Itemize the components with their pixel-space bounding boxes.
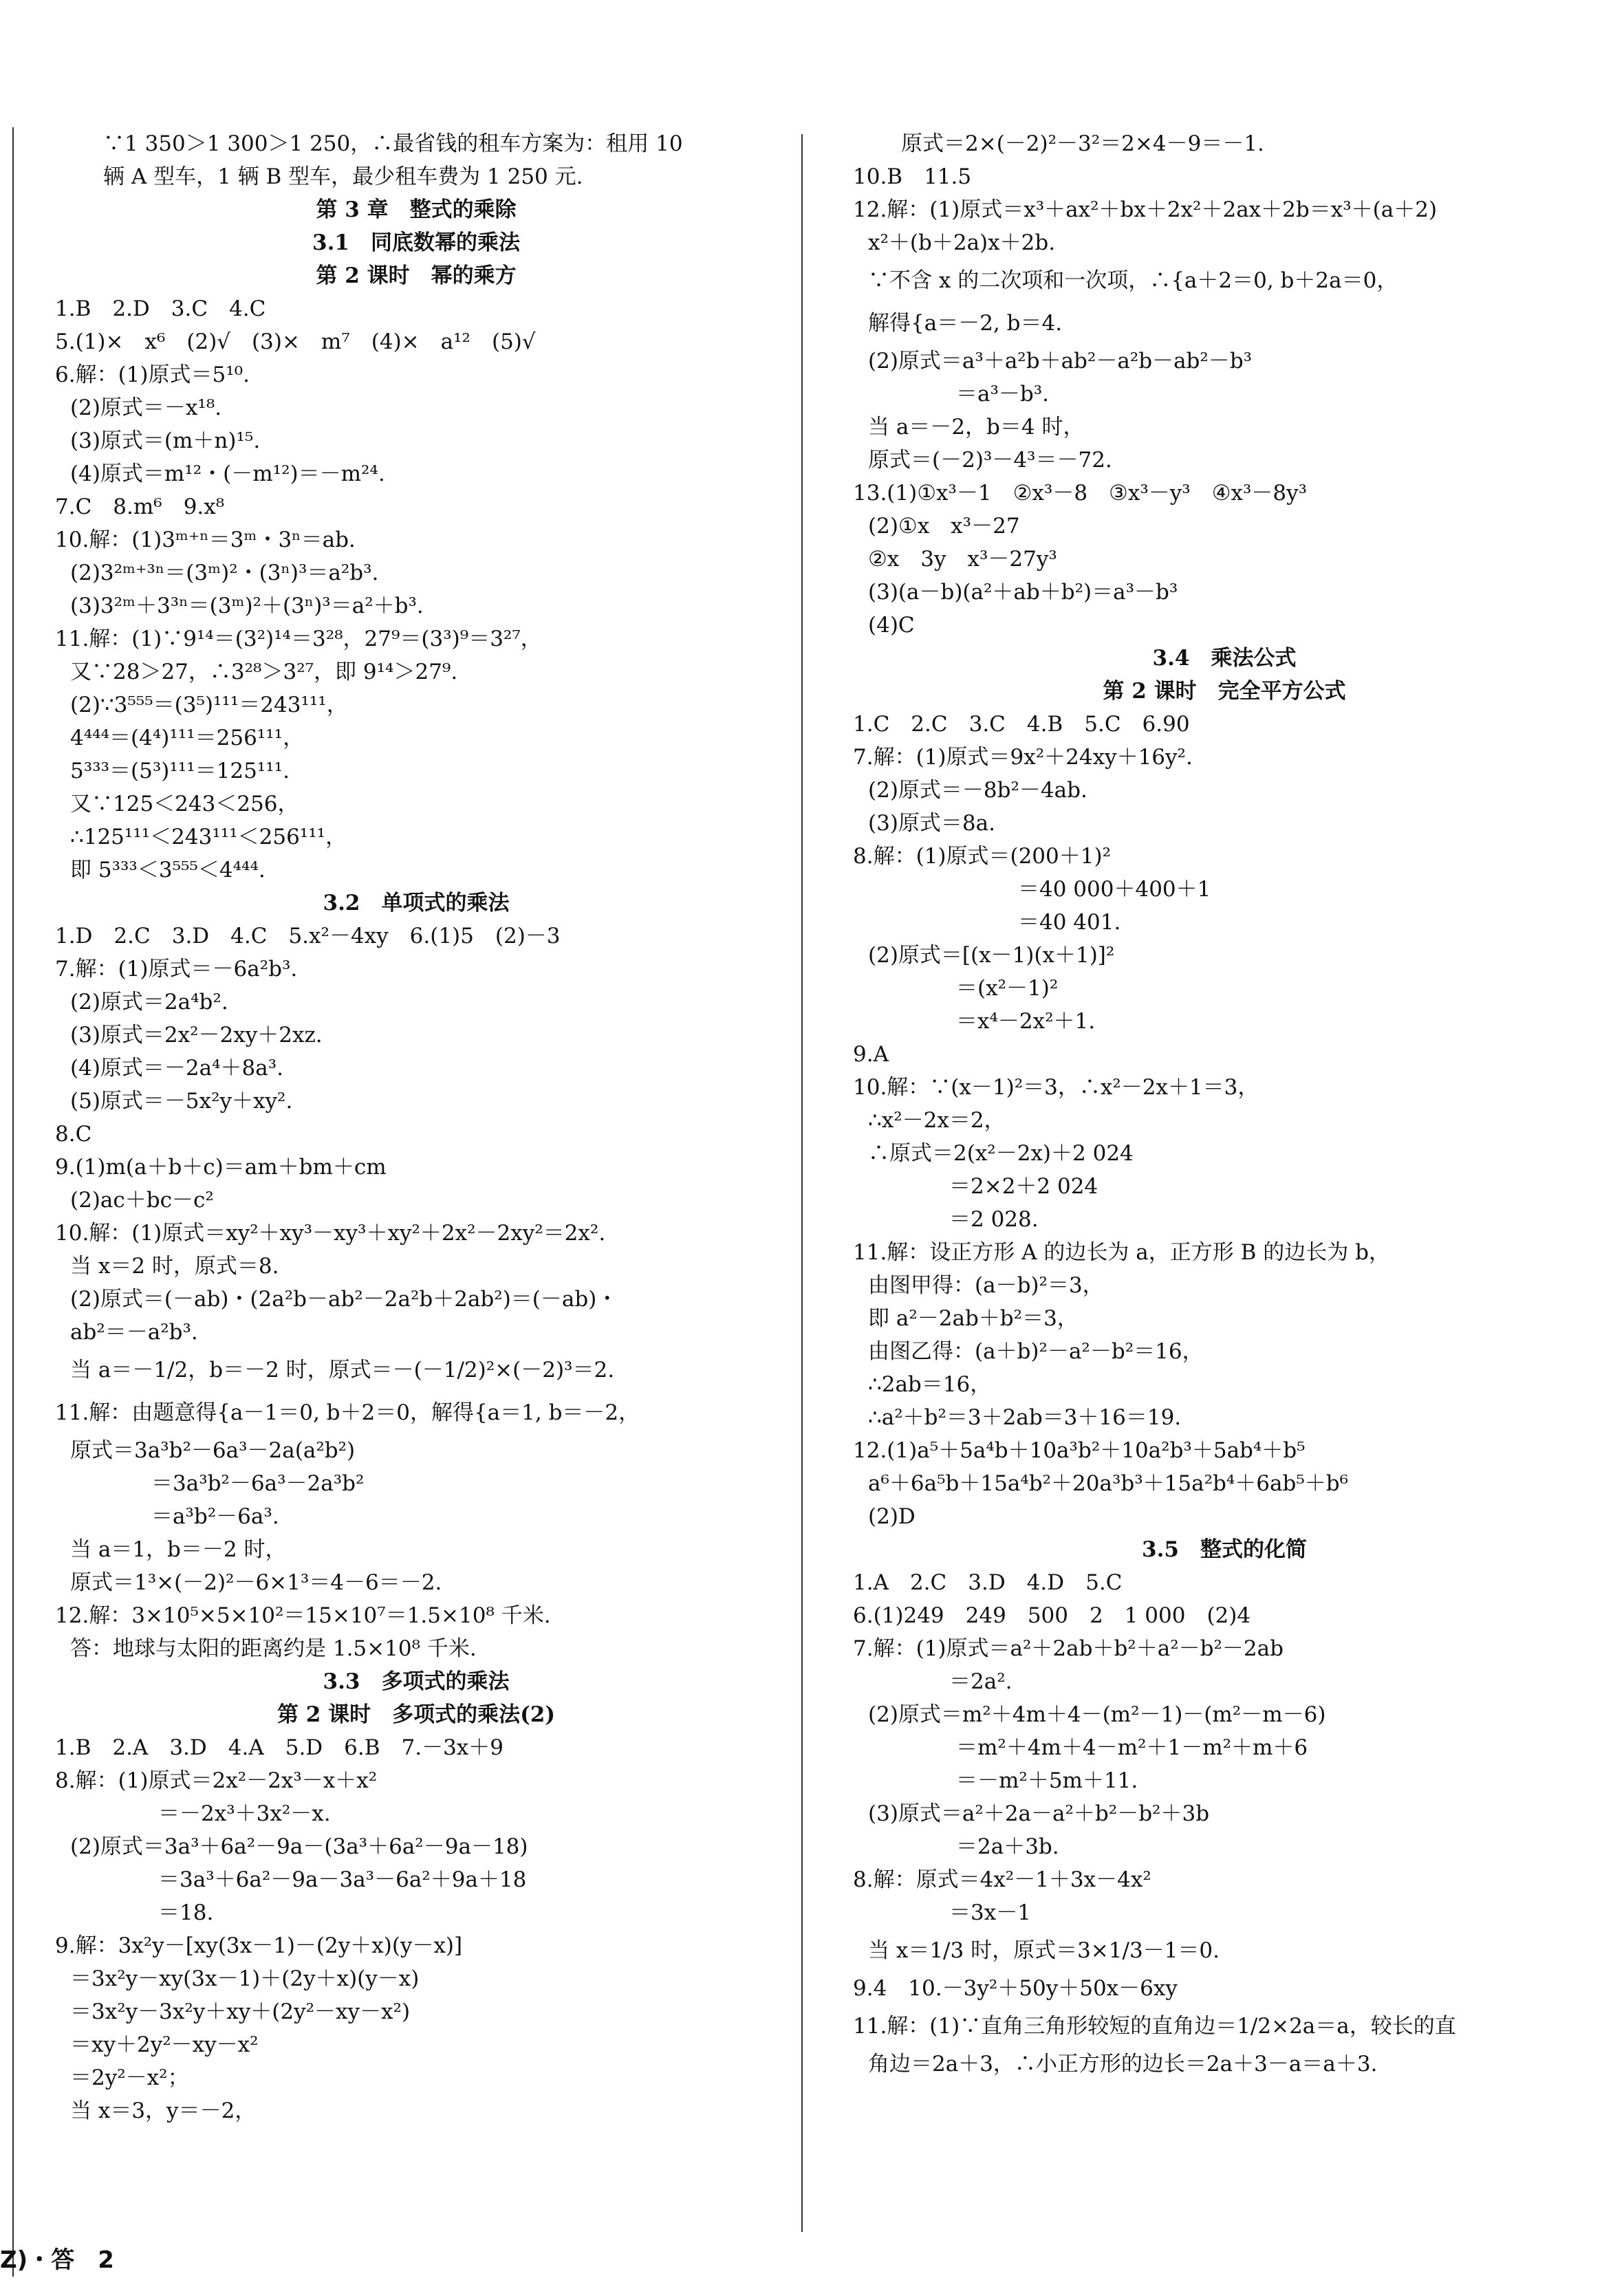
answer-line: ②x 3y x³－27y³ — [868, 547, 1057, 572]
answer-line: 1.A 2.C 3.D 4.D 5.C — [853, 1570, 1123, 1595]
answer-line: (4)原式＝m¹²・(－m¹²)＝－m²⁴. — [70, 462, 385, 486]
answer-line: 6.解：(1)原式＝5¹⁰. — [55, 362, 250, 387]
answer-line: (3)原式＝(m＋n)¹⁵. — [70, 428, 261, 453]
answer-line: 当 x＝1/3 时，原式＝3×1/3－1＝0. — [868, 1938, 1220, 1963]
answer-line: 4⁴⁴⁴＝(4⁴)¹¹¹＝256¹¹¹， — [70, 726, 305, 750]
answer-line: 7.C 8.m⁶ 9.x⁸ — [55, 495, 225, 519]
answer-line: ＝18. — [158, 1900, 214, 1925]
section-heading: 第 2 课时 多项式的乘法(2) — [277, 1702, 556, 1727]
answer-line: a⁶＋6a⁵b＋15a⁴b²＋20a³b³＋15a²b⁴＋6ab⁵＋b⁶ — [868, 1471, 1349, 1496]
answer-line: 5³³³＝(5³)¹¹¹＝125¹¹¹. — [70, 759, 290, 783]
answer-line: (2)①x x³－27 — [868, 514, 1020, 539]
answer-line: ＝a³b²－6a³. — [151, 1504, 279, 1529]
answer-line: ∴x²－2x＝2， — [868, 1108, 1006, 1133]
left-column — [55, 127, 777, 2127]
answer-line: ＝2×2＋2 024 — [949, 1174, 1098, 1199]
answer-line: ＝2 028. — [949, 1207, 1039, 1232]
answer-line: (2)原式＝m²＋4m＋4－(m²－1)－(m²－m－6) — [868, 1702, 1326, 1727]
answer-line: 1.B 2.A 3.D 4.A 5.D 6.B 7.－3x＋9 — [55, 1735, 504, 1760]
answer-line: 角边＝2a＋3，∴小正方形的边长＝2a＋3－a＝a＋3. — [868, 2052, 1378, 2076]
answer-line: ＝3x²y－3x²y＋xy＋(2y²－xy－x²) — [70, 1999, 411, 2024]
answer-line: ＝3x－1 — [949, 1900, 1031, 1925]
answer-line: 又∵125＜243＜256， — [70, 792, 299, 816]
answer-line: 12.解：(1)原式＝x³＋ax²＋bx＋2x²＋2ax＋2b＝x³＋(a＋2) — [853, 197, 1438, 222]
answer-line: (2)原式＝－8b²－4ab. — [868, 778, 1087, 803]
answer-line: 原式＝(－2)³－4³＝－72. — [868, 448, 1112, 473]
answer-line: (2)原式＝[(x－1)(x＋1)]² — [868, 943, 1115, 968]
answer-line: ∴125¹¹¹＜243¹¹¹＜256¹¹¹， — [70, 825, 347, 849]
answer-line: 5.(1)× x⁶ (2)√ (3)× m⁷ (4)× a¹² (5)√ — [55, 329, 536, 354]
answer-line: ∴2ab＝16， — [868, 1372, 992, 1397]
answer-line: (5)原式＝－5x²y＋xy². — [70, 1089, 293, 1114]
section-heading: 第 2 课时 幂的乘方 — [316, 263, 517, 288]
answer-line: ＝2a². — [949, 1669, 1013, 1694]
answer-line: (3)原式＝2x²－2xy＋2xz. — [70, 1023, 323, 1048]
answer-line: 10.解：(1)原式＝xy²＋xy³－xy³＋xy²＋2x²－2xy²＝2x². — [55, 1221, 606, 1246]
answer-line: ＝－2x³＋3x²－x. — [158, 1801, 331, 1826]
answer-line: x²＋(b＋2a)x＋2b. — [868, 230, 1056, 255]
answer-line: ＝xy＋2y²－xy－x² — [70, 2032, 259, 2057]
answer-line: (3)原式＝a²＋2a－a²＋b²－b²＋3b — [868, 1801, 1210, 1826]
answer-line: ＝40 000＋400＋1 — [1018, 877, 1211, 902]
answer-line: (2)∵3⁵⁵⁵＝(3⁵)¹¹¹＝243¹¹¹， — [70, 693, 348, 717]
answer-line: (2)原式＝a³＋a²b＋ab²－a²b－ab²－b³ — [868, 349, 1253, 373]
answer-line: ∴a²＋b²＝3＋2ab＝3＋16＝19. — [868, 1405, 1182, 1430]
page-footer: Z)・答 2 — [0, 2246, 114, 2274]
answer-line: 由图乙得：(a＋b)²－a²－b²＝16， — [868, 1339, 1204, 1364]
answer-line: ＝－m²＋5m＋11. — [956, 1768, 1138, 1793]
answer-line: ab²＝－a²b³. — [70, 1320, 198, 1345]
answer-line: 9.(1)m(a＋b＋c)＝am＋bm＋cm — [55, 1155, 387, 1180]
answer-line: 由图甲得：(a－b)²＝3， — [868, 1273, 1104, 1298]
answer-line: 当 x＝3，y＝－2， — [70, 2098, 257, 2123]
answer-line: ＝3x²y－xy(3x－1)＋(2y＋x)(y－x) — [70, 1966, 420, 1991]
answer-line: 11.解：由题意得{a－1＝0, b＋2＝0，解得{a＝1, b＝－2， — [55, 1400, 640, 1425]
answer-line: (3)3²ᵐ＋3³ⁿ＝(3ᵐ)²＋(3ⁿ)³＝a²＋b³. — [70, 594, 424, 618]
answer-line: 当 a＝1，b＝－2 时， — [70, 1537, 287, 1562]
answer-line: 10.B 11.5 — [853, 164, 972, 189]
left-margin-rule — [12, 127, 14, 2277]
answer-line: ＝2a＋3b. — [956, 1834, 1059, 1859]
answer-line: 8.解：(1)原式＝(200＋1)² — [853, 844, 1111, 869]
answer-line: (4)原式＝－2a⁴＋8a³. — [70, 1056, 284, 1081]
answer-line: 1.C 2.C 3.C 4.B 5.C 6.90 — [853, 712, 1190, 737]
answer-line: (2)原式＝2a⁴b². — [70, 990, 228, 1015]
answer-line: 11.解：(1)∵直角三角形较短的直角边＝1/2×2a＝a，较长的直 — [853, 2014, 1456, 2039]
answer-line: ＝40 401. — [1018, 910, 1121, 935]
answer-line: ∵1 350＞1 300＞1 250，∴最省钱的租车方案为：租用 10 — [103, 131, 683, 156]
answer-line: (3)(a－b)(a²＋ab＋b²)＝a³－b³ — [868, 580, 1178, 605]
answer-line: ∴原式＝2(x²－2x)＋2 024 — [868, 1141, 1134, 1166]
answer-line: (2)3²ᵐ⁺³ⁿ＝(3ᵐ)²・(3ⁿ)³＝a²b³. — [70, 561, 379, 585]
answer-line: (3)原式＝8a. — [868, 811, 995, 836]
answer-line: ＝3a³b²－6a³－2a³b² — [151, 1471, 365, 1496]
answer-line: 原式＝1³×(－2)²－6×1³＝4－6＝－2. — [70, 1570, 442, 1595]
answer-line: 12.解：3×10⁵×5×10²＝15×10⁷＝1.5×10⁸ 千米. — [55, 1603, 551, 1628]
answer-line: 原式＝3a³b²－6a³－2a(a²b²) — [70, 1438, 356, 1463]
answer-line: 9.4 10.－3y²＋50y＋50x－6xy — [853, 1976, 1178, 2001]
column-divider — [801, 134, 803, 2232]
section-heading: 第 3 章 整式的乘除 — [316, 197, 517, 222]
right-column — [853, 127, 1596, 2081]
answer-line: (2)D — [868, 1504, 916, 1529]
section-heading: 3.4 乘法公式 — [1152, 646, 1297, 671]
answer-line: 1.D 2.C 3.D 4.C 5.x²－4xy 6.(1)5 (2)－3 — [55, 924, 561, 948]
answer-line: ∵不含 x 的二次项和一次项，∴{a＋2＝0, b＋2a＝0， — [868, 268, 1398, 293]
answer-line: ＝3a³＋6a²－9a－3a³－6a²＋9a＋18 — [158, 1867, 527, 1892]
answer-line: 9.A — [853, 1042, 889, 1067]
answer-line: 8.C — [55, 1122, 92, 1147]
answer-line: 7.解：(1)原式＝9x²＋24xy＋16y². — [853, 745, 1193, 770]
answer-line: 10.解：(1)3ᵐ⁺ⁿ＝3ᵐ・3ⁿ＝ab. — [55, 528, 356, 552]
answer-line: 当 a＝－2，b＝4 时， — [868, 415, 1085, 440]
answer-line: 8.解：原式＝4x²－1＋3x－4x² — [853, 1867, 1151, 1892]
answer-line: 答：地球与太阳的距离约是 1.5×10⁸ 千米. — [70, 1636, 477, 1661]
answer-line: ＝a³－b³. — [956, 382, 1050, 406]
answer-line: 7.解：(1)原式＝－6a²b³. — [55, 957, 298, 981]
section-heading: 3.1 同底数幂的乘法 — [312, 230, 520, 255]
answer-line: 当 x＝2 时，原式＝8. — [70, 1254, 279, 1279]
answer-line: 当 a＝－1/2，b＝－2 时，原式＝－(－1/2)²×(－2)³＝2. — [70, 1358, 615, 1382]
answer-line: (2)原式＝－x¹⁸. — [70, 395, 222, 420]
answer-line: (2)原式＝(－ab)・(2a²b－ab²－2a²b＋2ab²)＝(－ab)・ — [70, 1287, 618, 1312]
section-heading: 第 2 课时 完全平方公式 — [1103, 679, 1346, 704]
section-heading: 3.3 多项式的乘法 — [323, 1669, 510, 1694]
answer-line: 11.解：(1)∵9¹⁴＝(3²)¹⁴＝3²⁸，27⁹＝(3³)⁹＝3²⁷， — [55, 627, 542, 651]
answer-line: (2)原式＝3a³＋6a²－9a－(3a³＋6a²－9a－18) — [70, 1834, 528, 1859]
answer-line: (4)C — [868, 613, 915, 638]
answer-line: 解得{a＝－2, b＝4. — [868, 311, 1063, 336]
answer-line: ＝m²＋4m＋4－m²＋1－m²＋m＋6 — [956, 1735, 1308, 1760]
answer-line: ＝x⁴－2x²＋1. — [956, 1009, 1096, 1034]
section-heading: 3.5 整式的化简 — [1142, 1537, 1307, 1562]
answer-line: 10.解：∵(x－1)²＝3，∴x²－2x＋1＝3， — [853, 1075, 1259, 1100]
answer-line: 原式＝2×(－2)²－3²＝2×4－9＝－1. — [901, 131, 1264, 156]
answer-line: 1.B 2.D 3.C 4.C — [55, 296, 266, 321]
answer-line: 8.解：(1)原式＝2x²－2x³－x＋x² — [55, 1768, 378, 1793]
answer-line: 7.解：(1)原式＝a²＋2ab＋b²＋a²－b²－2ab — [853, 1636, 1284, 1661]
answer-line: 6.(1)249 249 500 2 1 000 (2)4 — [853, 1603, 1251, 1628]
answer-line: (2)ac＋bc－c² — [70, 1188, 214, 1213]
answer-line: 13.(1)①x³－1 ②x³－8 ③x³－y³ ④x³－8y³ — [853, 481, 1308, 506]
answer-line: 辆 A 型车，1 辆 B 型车，最少租车费为 1 250 元. — [103, 164, 583, 189]
answer-line: ＝(x²－1)² — [956, 976, 1059, 1001]
answer-line: 又∵28＞27，∴3²⁸＞3²⁷，即 9¹⁴＞27⁹. — [70, 660, 458, 684]
answer-line: 即 5³³³＜3⁵⁵⁵＜4⁴⁴⁴. — [70, 858, 266, 882]
answer-line: 12.(1)a⁵＋5a⁴b＋10a³b²＋10a²b³＋5ab⁴＋b⁵ — [853, 1438, 1306, 1463]
answer-line: 即 a²－2ab＋b²＝3， — [868, 1306, 1079, 1331]
section-heading: 3.2 单项式的乘法 — [323, 891, 510, 915]
answer-line: 11.解：设正方形 A 的边长为 a，正方形 B 的边长为 b， — [853, 1240, 1390, 1265]
answer-line: ＝2y²－x²； — [70, 2065, 189, 2090]
answer-line: 9.解：3x²y－[xy(3x－1)－(2y＋x)(y－x)] — [55, 1933, 463, 1958]
